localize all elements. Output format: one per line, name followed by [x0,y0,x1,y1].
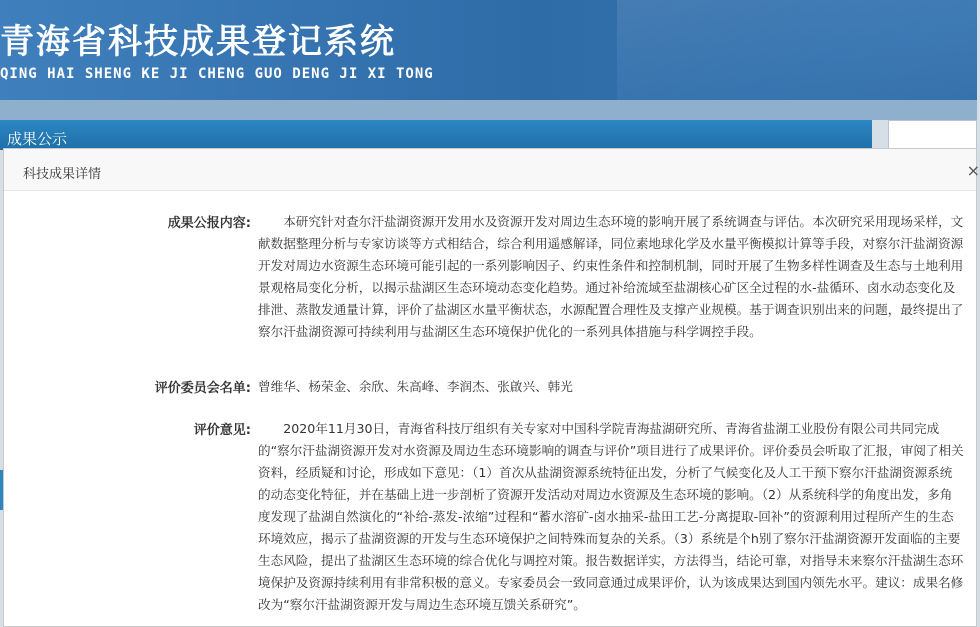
side-panel [888,120,977,150]
site-title-pinyin: QING HAI SHENG KE JI CHENG GUO DENG JI XI TONG [0,66,434,82]
section-title: 成果公示 [7,130,68,148]
content-text: 本研究针对查尔汗盐湖资源开发用水及资源开发对周边生态环境的影响开展了系统调查与评估。本次研究采用现场采样，文献数据整理分析与专家访谈等方式相结合，综合利用遥感解译，同位素地球化学及水量平衡模拟计算等手段，对察尔汗盐湖资源开发对周边水资源生态环境可能引起的一系列影响因子、约束性条件和控制机制，同时开展了生物多样性调查及生态与土地利用景观格局变化分析，以揭示盐湖区生态环境动态变化趋势。通过补给流域至盐湖核心矿区全过程的水-盐循环、卤水动态变化及排泄、蒸散发通量计算，评价了盐湖区水量平衡状态，水源配置合理性及支撑产业规模。基于调查识别出来的问题，最终提出了察尔汗盐湖资源可持续利用与盐湖区生态环境保护优化的一系列具体措施与科学调控手段。 [258,214,964,339]
opinion-text: 2020年11月30日，青海省科技厅组织有关专家对中国科学院青海盐湖研究所、青海省盐湖工业股份有限公司共同完成的“察尔汗盐湖资源开发对水资源及周边生态环境影响的调查与评价”项目进行了成果评价。评价委员会听取了汇报，审阅了相关资料，经质疑和讨论，形成如下意见：（1）首次从盐湖资源系统特征出发，分析了气候变化及人工干预下察尔汗盐湖资源系统的动态变化特征，并在基础上进一步剖析了资源开发活动对周边水资源及生态环境的影响。（2）从系统科学的角度出发，多角度发现了盐湖自然演化的“补给-蒸发-浓缩”过程和“蓄水溶矿-卤水抽采-盐田工艺-分离提取-回补”的资源利用过程所产生的生态环境效应，揭示了盐湖资源的开发与生态环境保护之间特殊而复杂的关系。（3）系统是个h别了察尔汗盐湖资源开发面临的主要生态风险，提出了盐湖区生态环境的综合优化与调控对策。报告数据详实，方法得当，结论可靠，对指导未来察尔汗盐湖生态环境保护及资源持续利用有非常积极的意义。专家委员会一致同意通过成果评价，认为该成果达到国内领先水平。建议：成果名修改为“察尔汗盐湖资源开发与周边生态环境互馈关系研究”。 [258,421,964,612]
section-header [0,120,872,150]
header-decoration [617,0,977,100]
site-header [0,0,977,100]
field-label-content: 成果公报内容: [167,216,251,231]
dialog-header [4,149,980,191]
detail-dialog [3,148,980,627]
committee-text: 曾维华、杨荣金、余欣、朱高峰、李润杰、张啟兴、韩光 [258,379,573,394]
field-label-committee: 评价委员会名单: [154,381,251,396]
site-title: 青海省科技成果登记系统 [0,22,396,62]
dialog-title: 科技成果详情 [23,167,102,182]
close-icon[interactable]: × [966,161,980,180]
field-label-opinion: 评价意见: [193,423,251,438]
field-value-committee [258,376,964,398]
field-value-opinion [258,418,964,616]
header-divider [0,100,977,120]
field-value-content [258,211,964,343]
